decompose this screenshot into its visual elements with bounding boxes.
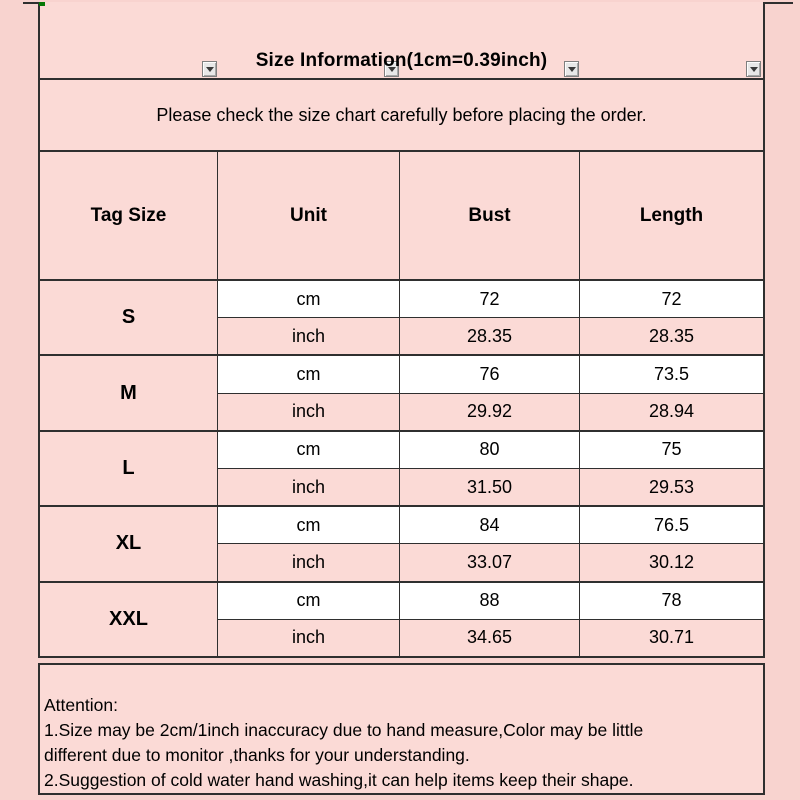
- length-value: 30.71: [648, 627, 695, 648]
- attention-line: different due to monitor ,thanks for your understanding.: [44, 745, 470, 765]
- size-table-body: [38, 281, 765, 658]
- unit-cell: cm: [218, 432, 400, 468]
- unit-cell: cm: [218, 507, 400, 543]
- attention-line: 2.Suggestion of cold water hand washing,it can help items keep their shape.: [44, 770, 634, 790]
- bust-value: 88: [400, 583, 580, 619]
- header-unit: Unit: [218, 152, 400, 279]
- unit-cell: cm: [218, 583, 400, 619]
- unit-cell: cm: [218, 356, 400, 392]
- length-value: 72: [661, 288, 682, 309]
- page-title: Size Information(1cm=0.39inch): [255, 50, 548, 71]
- bust-value: 34.65: [400, 620, 580, 656]
- notice-text: Please check the size chart carefully before placing the order.: [156, 104, 647, 125]
- unit-cell: inch: [218, 544, 400, 580]
- filter-dropdown-button[interactable]: [202, 61, 217, 77]
- dropdown-arrow-icon: [568, 67, 576, 72]
- inch-row: [218, 469, 763, 505]
- attention-heading: Attention:: [44, 695, 118, 715]
- dropdown-arrow-icon: [750, 67, 758, 72]
- filter-dropdown-button[interactable]: [564, 61, 579, 77]
- header-bust: Bust: [400, 152, 580, 279]
- green-corner-marker: [39, 2, 45, 6]
- bust-value: 76: [400, 356, 580, 392]
- length-value: 78: [661, 590, 682, 611]
- table-row-group-s: [40, 281, 763, 356]
- unit-cell: cm: [218, 281, 400, 317]
- size-label: XL: [40, 507, 218, 580]
- unit-cell: inch: [218, 469, 400, 505]
- length-value: 76.5: [653, 514, 690, 535]
- cm-row: [218, 583, 763, 620]
- bust-value: 31.50: [400, 469, 580, 505]
- table-row-group-xl: [40, 507, 763, 582]
- inch-row: [218, 620, 763, 656]
- unit-cell: inch: [218, 318, 400, 354]
- length-value: 29.53: [648, 476, 695, 497]
- cm-row: [218, 507, 763, 544]
- cm-row: [218, 281, 763, 318]
- cm-row: [218, 432, 763, 469]
- size-label: L: [40, 432, 218, 505]
- size-label: S: [40, 281, 218, 354]
- length-value: 73.5: [653, 364, 690, 384]
- size-label: M: [40, 356, 218, 429]
- bust-value: 33.07: [400, 544, 580, 580]
- bust-value: 29.92: [400, 394, 580, 430]
- table-row-group-xxl: [40, 583, 763, 658]
- attention-note-box: [38, 663, 765, 795]
- header-tag-size: Tag Size: [40, 152, 218, 279]
- length-value: 30.12: [648, 552, 695, 573]
- length-value: 28.35: [648, 325, 695, 346]
- unit-cell: inch: [218, 394, 400, 430]
- title-row: [38, 2, 765, 80]
- table-row-group-l: [40, 432, 763, 507]
- inch-row: [218, 394, 763, 430]
- table-row-group-m: [40, 356, 763, 431]
- bust-value: 28.35: [400, 318, 580, 354]
- unit-cell: inch: [218, 620, 400, 656]
- length-value: 75: [661, 439, 682, 460]
- inch-row: [218, 318, 763, 354]
- bust-value: 80: [400, 432, 580, 468]
- bust-value: 72: [400, 281, 580, 317]
- dropdown-arrow-icon: [206, 67, 214, 72]
- cm-row: [218, 356, 763, 393]
- inch-row: [218, 544, 763, 580]
- bust-value: 84: [400, 507, 580, 543]
- notice-row: [38, 80, 765, 152]
- attention-line: 1.Size may be 2cm/1inch inaccuracy due to hand measure,Color may be little: [44, 720, 644, 740]
- table-header-row: [38, 152, 765, 281]
- length-value: 28.94: [648, 401, 695, 422]
- filter-dropdown-button[interactable]: [746, 61, 761, 77]
- size-label: XXL: [40, 583, 218, 656]
- header-length: Length: [639, 204, 704, 226]
